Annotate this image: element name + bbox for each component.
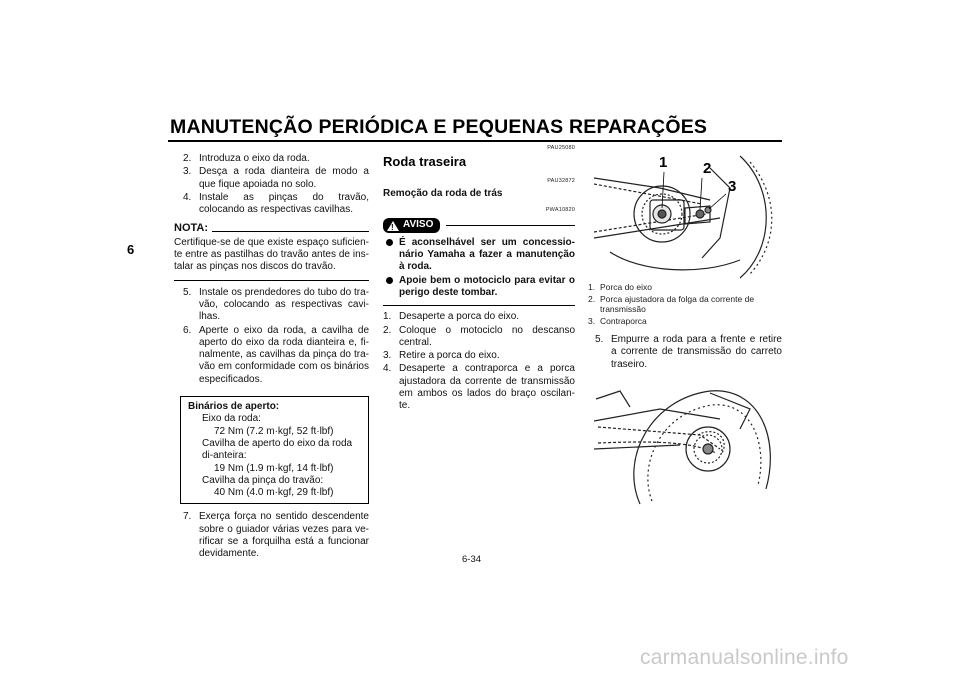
spec-value: 40 Nm (4.0 m·kgf, 29 ft·lbf)	[214, 487, 334, 499]
warning-label: AVISO	[403, 219, 434, 231]
step-text: Aperte o eixo da roda, a cavilha de aperto do eixo da roda dianteira e, fi-nalmente, as cavilhas da pinça do tra-vão em conformidade com os binários especificados.	[199, 324, 369, 385]
caption-number: 1.	[588, 282, 596, 292]
step-number: 2.	[383, 324, 392, 336]
spec-value: 19 Nm (1.9 m·kgf, 14 ft·lbf)	[214, 462, 334, 474]
warning-badge	[383, 218, 440, 232]
bullet-icon	[386, 239, 393, 246]
spec-label: Cavilha da pinça do travão:	[202, 474, 324, 486]
step-text: Desaperte a contraporca e a porca ajustadora da corrente de transmissão em ambos os lados do braço oscilan-te.	[399, 363, 575, 412]
step-text: Retire a porca do eixo.	[399, 350, 500, 362]
warning-header	[383, 218, 575, 232]
doc-code: PWA10820	[545, 207, 575, 214]
step-number: 4.	[383, 363, 392, 375]
step-item	[383, 325, 575, 350]
step-text: Empurre a roda para a frente e retire a corrente de transmissão do carreto traseiro.	[611, 334, 782, 370]
doc-code: PAU32872	[547, 177, 575, 184]
step-number: 5.	[595, 334, 604, 345]
step-item	[176, 153, 369, 165]
column-right	[588, 148, 782, 509]
step-text: Exerça força no sentido descendente sobre o guiador várias vezes para ve-rificar se a forquilha está a funcionar devidamente.	[199, 511, 369, 560]
callout-1: 1	[659, 154, 668, 171]
step-number: 4.	[183, 191, 192, 203]
note-block	[174, 222, 369, 280]
chain-removal-figure	[590, 379, 774, 509]
step-number: 5.	[183, 286, 192, 298]
step-text: Instale os prendedores do tubo do tra-vão, colocando as respectivas cavi-lhas.	[199, 286, 369, 323]
callout-2: 2	[703, 160, 712, 177]
caption-number: 2.	[588, 294, 596, 304]
step-number: 1.	[383, 311, 392, 323]
page-number: 6-34	[462, 554, 482, 565]
bullet-icon	[386, 277, 393, 284]
warning-text: É aconselhável ser um concessio-nário Yamaha a fazer a manutenção à roda.	[399, 236, 575, 273]
page-title: MANUTENÇÃO PERIÓDICA E PEQUENAS REPARAÇÕES	[170, 116, 708, 138]
step-item	[176, 287, 369, 324]
spec-label: Eixo da roda:	[202, 413, 261, 425]
step-text: Desça a roda dianteira de modo a que fique apoiada no solo.	[199, 166, 369, 190]
caption-text: Contraporca	[600, 316, 647, 326]
step-text: Instale as pinças do travão, colocando as respectivas cavilhas.	[199, 191, 369, 216]
figure-caption	[588, 282, 782, 326]
spec-value: 72 Nm (7.2 m·kgf, 52 ft·lbf)	[214, 425, 334, 437]
section-heading: Roda traseira	[383, 154, 467, 170]
step-number: 3.	[183, 166, 192, 178]
step-item	[588, 334, 782, 371]
chapter-tab: 6	[127, 242, 135, 257]
chain-removal-illustration	[590, 379, 774, 509]
step-number: 2.	[183, 153, 192, 164]
note-label: NOTA:	[174, 222, 209, 235]
rear-wheel-axle-figure	[590, 148, 774, 282]
callout-3: 3	[728, 178, 737, 195]
step-item	[176, 192, 369, 217]
rear-wheel-illustration	[590, 148, 774, 282]
step-item	[383, 311, 575, 323]
watermark: carmanualsonline.info	[640, 646, 849, 669]
spec-title: Binários de aperto:	[188, 401, 280, 413]
warning-body	[383, 233, 575, 306]
warning-item	[383, 275, 575, 300]
caption-text: Porca ajustadora da folga da corrente de transmissão	[600, 294, 755, 314]
warning-item	[383, 237, 575, 274]
step-number: 6.	[183, 324, 192, 336]
step-item	[383, 363, 575, 412]
step-item	[176, 166, 369, 191]
step-item	[176, 511, 369, 560]
step-number: 3.	[383, 350, 392, 362]
doc-code: PAU25080	[547, 145, 575, 151]
warning-rule	[446, 225, 575, 226]
caption-text: Porca do eixo	[600, 282, 652, 292]
column-left	[176, 153, 369, 562]
step-text: Desaperte a porca do eixo.	[399, 311, 520, 323]
step-item	[176, 325, 369, 386]
torque-spec-box	[180, 396, 369, 504]
caption-item	[588, 316, 782, 326]
step-text: Introduza o eixo da roda.	[199, 153, 310, 164]
caption-number: 3.	[588, 316, 596, 326]
note-text: Certifique-se de que existe espaço suficien-te entre as pastilhas do travão antes de ins-talar as pinças nos discos do travão.	[174, 236, 369, 273]
step-item	[383, 350, 575, 362]
step-number: 7.	[183, 511, 192, 523]
step-text: Coloque o motociclo no descanso central.	[399, 324, 575, 348]
note-rule	[212, 231, 369, 232]
subsection-heading: Remoção da roda de trás	[383, 187, 503, 199]
column-middle	[383, 138, 575, 414]
caption-item	[588, 282, 782, 292]
warning-text: Apoie bem o motociclo para evitar o perigo deste tombar.	[399, 274, 575, 298]
warning-triangle-icon: !	[387, 221, 399, 231]
caption-item	[588, 294, 782, 314]
spec-label: Cavilha de aperto do eixo da roda di-anteira:	[202, 437, 353, 462]
